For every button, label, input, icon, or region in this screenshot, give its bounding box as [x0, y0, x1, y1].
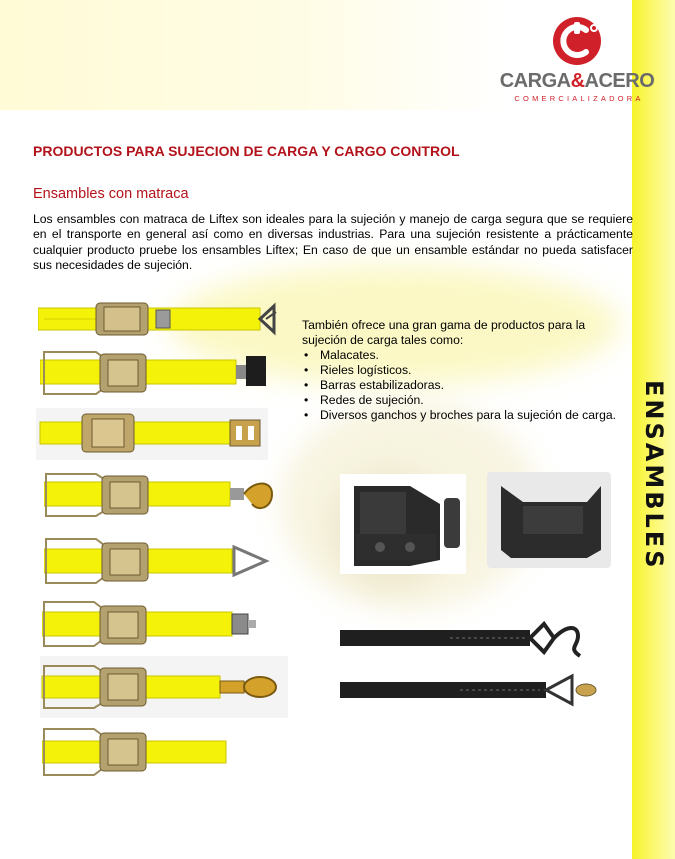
product-offer-block	[302, 318, 632, 423]
list-item: • Rieles logísticos.	[302, 363, 632, 378]
brand-tagline: COMERCIALIZADORA	[514, 94, 644, 103]
list-item: • Malacates.	[302, 348, 632, 363]
e-track-fitting-icon	[232, 614, 256, 634]
delta-ring-icon	[234, 547, 266, 575]
ratchet-strap-e-fitting-image	[36, 408, 268, 460]
ratchet-strap-spring-fitting-image	[40, 656, 288, 718]
list-item: • Barras estabilizadoras.	[302, 378, 632, 393]
snap-hook-icon	[244, 484, 272, 509]
brand-name: CARGA&ACERO	[499, 70, 655, 92]
page-title: PRODUCTOS PARA SUJECION DE CARGA Y CARGO CONTROL	[33, 143, 460, 159]
ratchet-strap-e-track-image	[42, 598, 274, 650]
logo-emblem-icon	[550, 14, 604, 66]
corner-protector-photo-right	[487, 472, 611, 568]
wire-hook-strap-photo	[340, 668, 612, 712]
ratchet-strap-plain-image	[42, 725, 232, 779]
intro-paragraph: Los ensambles con matraca de Liftex son ideales para la sujeción y manejo de carga segura que se requiere en el transporte en general así como en diversas industrias. Para una sujeción resistente a prácticamente cualquier producto pruebe los ensambles Liftex; En caso de que un ensamble estándar no pueda satisfacer sus necesidades de sujeción.	[33, 212, 633, 273]
offer-list	[302, 348, 632, 423]
ratchet-strap-delta-ring-image	[44, 535, 276, 587]
list-item: • Redes de sujeción.	[302, 393, 632, 408]
brand-logo[interactable]	[496, 14, 658, 104]
list-item: • Diversos ganchos y broches para la sujeción de carga.	[302, 408, 632, 423]
side-section-label: ENSAMBLES	[640, 379, 668, 571]
e-fitting-icon	[230, 420, 260, 446]
ratchet-strap-wire-hook-image	[38, 298, 278, 344]
wire-hook-strap-icon	[340, 676, 596, 704]
s-hook-strap-icon	[340, 624, 580, 656]
offer-lead-text: También ofrece una gran gama de productos para la sujeción de carga tales como:	[302, 318, 586, 347]
ratchet-strap-snap-hook-image	[44, 470, 276, 520]
corner-protector-photo-left	[340, 474, 466, 574]
s-hook-strap-photo	[340, 614, 612, 664]
ratchet-strap-flat-hook-image	[40, 348, 270, 398]
section-title: Ensambles con matraca	[33, 186, 189, 202]
flat-hook-icon	[246, 356, 266, 386]
